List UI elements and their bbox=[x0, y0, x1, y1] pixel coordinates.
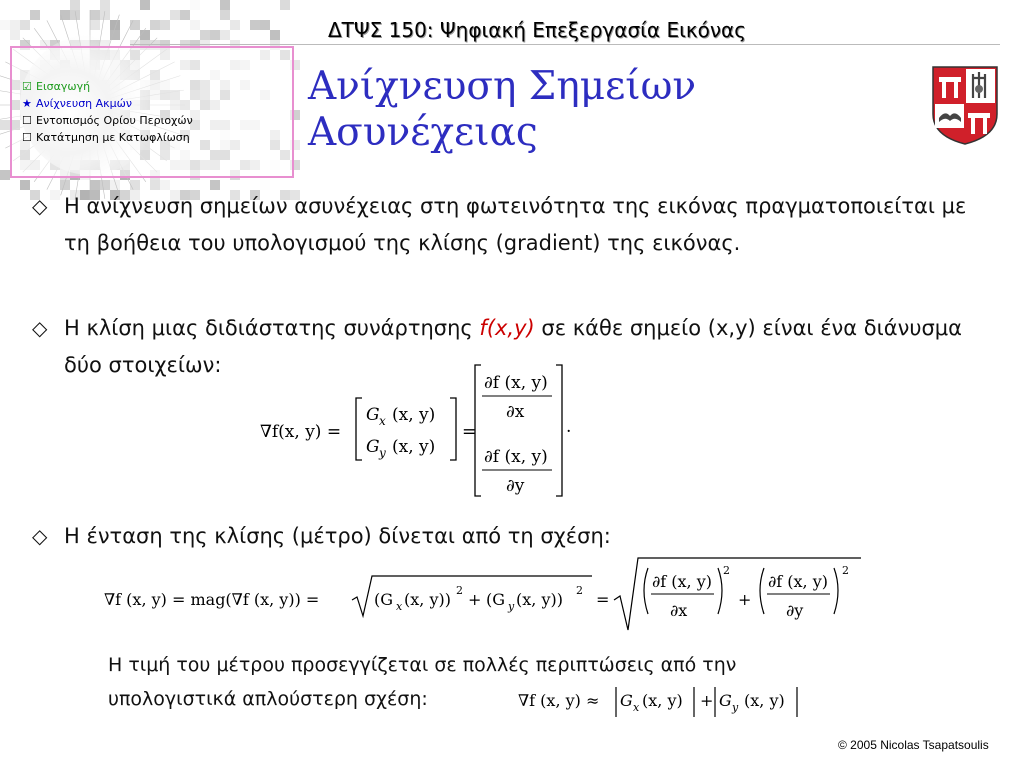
gy-args: (x, y) bbox=[392, 437, 436, 457]
y-subscript: y bbox=[508, 600, 515, 613]
star-icon: ★ bbox=[22, 97, 32, 110]
gx-symbol: G bbox=[620, 691, 633, 710]
partial-f-numerator: ∂f (x, y) bbox=[652, 572, 712, 591]
approx-lhs: ∇f (x, y) ≈ bbox=[518, 691, 600, 710]
formula-equals: = bbox=[596, 590, 610, 609]
nav-item-label: Εισαγωγή bbox=[36, 80, 91, 93]
formula-equals: = bbox=[462, 422, 477, 442]
function-symbol: f(x,y) bbox=[479, 316, 535, 340]
partial-x-denominator: ∂x bbox=[506, 402, 525, 422]
nav-list bbox=[22, 78, 193, 146]
bullet-gradient-intro bbox=[32, 188, 992, 262]
slide-title bbox=[308, 64, 696, 156]
partial-f-numerator: ∂f (x, y) bbox=[484, 447, 548, 467]
university-logo bbox=[930, 64, 1000, 146]
nav-item-label: Εντοπισμός Ορίου Περιοχών bbox=[36, 114, 193, 127]
nav-item-introduction[interactable] bbox=[22, 78, 193, 95]
note-line2: υπολογιστικά απλούστερη σχέση: bbox=[108, 688, 428, 710]
radical-args: (x, y)) bbox=[516, 590, 563, 609]
formula-lhs: ∇f(x, y) = bbox=[260, 422, 342, 442]
bullet-text-part: σε κάθε σημείο (x,y) είναι ένα διάνυσμα δύο στοιχείων: bbox=[64, 316, 962, 377]
x-subscript: x bbox=[396, 600, 403, 613]
square-exponent: 2 bbox=[723, 564, 730, 577]
x-subscript: x bbox=[633, 701, 640, 714]
bullet-gradient-magnitude bbox=[32, 518, 992, 555]
square-exponent: 2 bbox=[456, 584, 463, 597]
nav-item-edge-detection[interactable] bbox=[22, 95, 193, 112]
course-title: ΔΤΨΣ 150: Ψηφιακή Επεξεργασία Εικόνας bbox=[328, 18, 746, 42]
partial-y-denominator: ∂y bbox=[786, 601, 804, 620]
square-exponent: 2 bbox=[576, 584, 583, 597]
diamond-bullet-icon: ◇ bbox=[32, 194, 48, 218]
gy-symbol: G bbox=[719, 691, 732, 710]
gx-symbol: G bbox=[366, 405, 380, 425]
nav-item-thresholding[interactable] bbox=[22, 129, 193, 146]
gx-subscript: x bbox=[379, 414, 386, 428]
empty-box-icon: ☐ bbox=[22, 131, 32, 144]
gy-symbol: G bbox=[366, 437, 380, 457]
gradient-magnitude-formula bbox=[104, 554, 864, 634]
bullet-text-part: Η κλίση μιας διδιάστατης συνάρτησης bbox=[64, 316, 480, 340]
bullet-text: Η ανίχνευση σημείων ασυνέχειας στη φωτεινότητα της εικόνας πραγματοποιείται με τη βοήθεια του υπολογισμού της κλίσης (gradient) της εικόνας. bbox=[64, 194, 967, 255]
slide-title-line2: Ασυνέχειας bbox=[308, 110, 538, 155]
copyright-notice: © 2005 Nicolas Tsapatsoulis bbox=[838, 738, 989, 752]
plus-sign: + bbox=[738, 590, 752, 609]
bullet-text: Η ένταση της κλίσης (μέτρο) δίνεται από τη σχέση: bbox=[64, 524, 611, 548]
section-navigator bbox=[10, 46, 294, 178]
approx-args: (x, y) bbox=[744, 691, 785, 710]
approximation-formula bbox=[516, 684, 816, 720]
partial-x-denominator: ∂x bbox=[670, 601, 688, 620]
partial-f-numerator: ∂f (x, y) bbox=[768, 572, 828, 591]
formula-period: . bbox=[566, 417, 572, 437]
plus-sign: + bbox=[700, 691, 714, 710]
square-exponent: 2 bbox=[842, 564, 849, 577]
checked-box-icon: ☑ bbox=[22, 80, 32, 93]
gy-subscript: y bbox=[379, 446, 386, 460]
header-divider bbox=[130, 44, 1000, 45]
nav-item-region-boundary[interactable] bbox=[22, 112, 193, 129]
y-subscript: y bbox=[732, 701, 739, 714]
magnitude-lhs: ∇f (x, y) = mag(∇f (x, y)) = bbox=[104, 590, 320, 609]
gradient-vector-formula bbox=[258, 362, 588, 502]
empty-box-icon: ☐ bbox=[22, 114, 32, 127]
gx-args: (x, y) bbox=[392, 405, 436, 425]
diamond-bullet-icon: ◇ bbox=[32, 524, 48, 548]
note-line1: Η τιμή του μέτρου προσεγγίζεται σε πολλές περιπτώσεις από την bbox=[108, 654, 737, 676]
radical-args: (x, y)) bbox=[404, 590, 451, 609]
diamond-bullet-icon: ◇ bbox=[32, 316, 48, 340]
nav-item-label: Ανίχνευση Ακμών bbox=[36, 97, 133, 110]
slide-title-line1: Ανίχνευση Σημείων bbox=[308, 64, 697, 109]
plus-sign: + bbox=[468, 590, 482, 609]
nav-item-label: Κατάτμηση με Κατωφλίωση bbox=[36, 131, 190, 144]
partial-y-denominator: ∂y bbox=[506, 476, 525, 496]
radical-term-gx: (G bbox=[374, 590, 394, 609]
partial-f-numerator: ∂f (x, y) bbox=[484, 373, 548, 393]
approx-args: (x, y) bbox=[642, 691, 683, 710]
radical-term-gy: (G bbox=[486, 590, 506, 609]
